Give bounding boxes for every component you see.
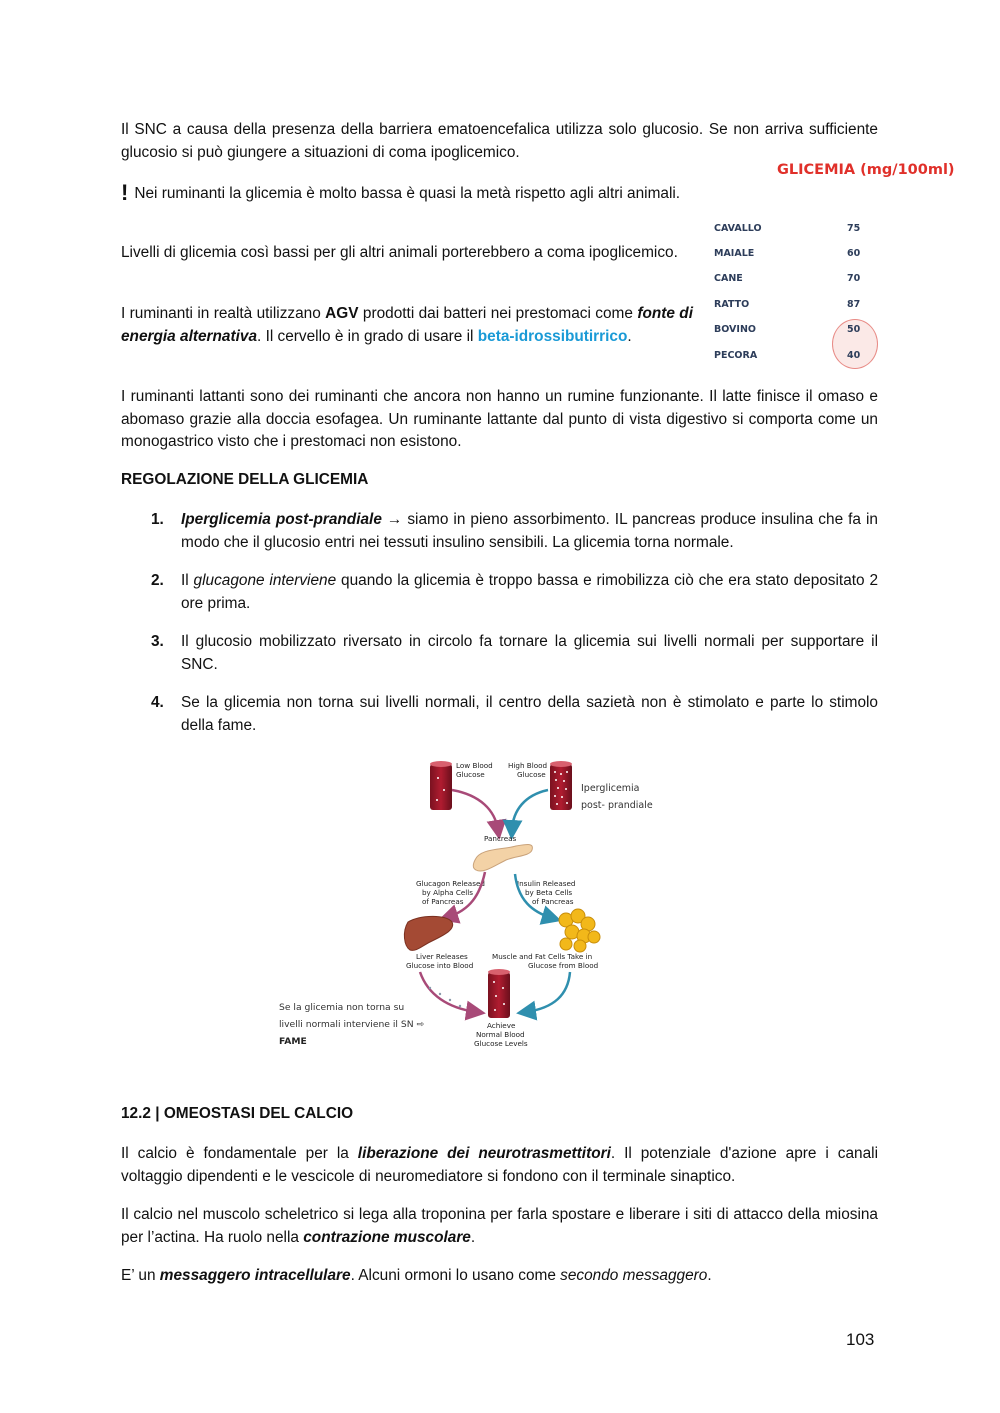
glicemia-table-title: GLICEMIA (mg/100ml) [777,162,955,178]
paragraph-coma-ipoglicemico: Livelli di glicemia così bassi per gli altri animali porterebbero a coma ipoglicemico. [121,244,678,261]
paragraph-text: Nei ruminanti la glicemia è molto bassa è quasi la metà rispetto agli altri animali. [134,185,681,202]
low-glucose-vessel-icon [430,761,452,810]
glucose-regulation-diagram [270,750,670,1060]
svg-text:by Alpha Cells: by Alpha Cells [422,888,474,897]
paragraph-messaggero: E’ un messaggero intracellulare. Alcuni ormoni lo usano come secondo messaggero. [121,1267,712,1284]
liver-releases-label: Liver Releases [416,952,468,961]
liver-icon [404,916,452,950]
svg-text:of Pancreas: of Pancreas [422,897,464,906]
fat-cells-icon [559,909,600,952]
svg-text:post- prandiale: post- prandiale [581,800,653,811]
fame-label: FAME [279,1036,307,1047]
page-number: 103 [846,1330,875,1349]
svg-text:Glucose from Blood: Glucose from Blood [528,961,599,970]
svg-text:by Beta Cells: by Beta Cells [525,888,573,897]
muscle-fat-label: Muscle and Fat Cells Take in [492,952,593,961]
dotted-path [429,987,461,1007]
heading-regolazione-glicemia: REGOLAZIONE DELLA GLICEMIA [121,471,369,488]
fonte-energia-term: fonte di energia alternativa [121,305,693,345]
high-glucose-vessel-icon [550,761,572,810]
svg-text:livelli normali interviene il: livelli normali interviene il SN ⇨ [279,1019,425,1030]
svg-text:Glucose into Blood: Glucose into Blood [406,961,474,970]
document-page: Il SNC a causa della presenza della barriera ematoencefalica utilizza solo glucosio. Se non arriva sufficiente glucosio si può giungere a situazioni di coma ipoglicemico. ! Nei ruminanti la glicemia è molto bassa è quasi la metà rispetto agli altri animali. Livelli di glicemia così bassi per gli altri animali porterebbero a coma ipoglicemico. I ruminanti in realtà utilizzano AGV prodotti dai batteri nei prestomaci come fonte di energia alternativa. Il cervello è in grado di usare il beta-idrossibutirrico. GLICEMIA (mg/100ml) CAVALLO 75 MAIALE 60 CANE 70 RATTO 87 BOVINO 50 PECORA 40 I ruminanti lattanti sono dei ruminanti che ancora non hanno un rumine funzionante. Il latte finisce il omaso e abomaso grazie alla doccia esofagea. Un ruminante lattante dal punto di vista digestivo si comporta come un monogastrico visto che i prestomaci non esistono. REGOLAZIONE DELLA GLICEMIA 1. Iperglicemia post-prandiale → siamo in pieno assorbimento. IL pancreas produce insulina che fa in modo che il glucosio entri nei tessuti insulino sensibili. La glicemia torna normale. 2. Il glucagone interviene quando la glicemia è troppo bassa e rimobilizza ciò che era stato depositato 2 ore prima. 3. Il glucosio mobilizzato riversato in circolo fa tornare la glicemia sui livelli normali per supportare il SNC. 4. Se la glicemia non torna sui livelli normali, il centro della sazietà non è stimolato e parte lo stimolo della fame. Low Blood Glucose High Blood Glucose Iperglicemia post- prandiale Pancreas Glucagon Released by Alpha Cells of Pancreas Insulin Released by Beta Cells of Pancreas Liver Releases Glucose into Blood Muscle and Fat Cells Take in Glucose from Blood Achieve Normal Blood Glucose Levels Se la glicemia non torna su livelli normali interviene il SN ⇨ FAME 12.2 | OMEOSTASI DEL CALCIO Il calcio è fondamentale per la liberazione dei neurotrasmettitori. Il potenziale d'azione apre i canali voltaggio dipendenti e le vescicole di neuromediatore si fondono con il terminale sinaptico. Il calcio nel muscolo scheletrico si lega alla troponina per farla spostare e liberare i siti di attacco della miosina per l’actina. Ha ruolo nella contrazione muscolare. E’ un messaggero intracellulare. Alcuni ormoni lo usano come secondo messaggero. 103 [121,121,955,1349]
svg-text:of Pancreas: of Pancreas [532,897,574,906]
svg-text:Glucose: Glucose [517,770,546,779]
arrow-liver-to-normal [420,972,476,1012]
low-blood-glucose-label: Low Blood [456,761,493,770]
arrow-low-to-pancreas [452,790,498,830]
svg-text:Glucose: Glucose [456,770,485,779]
svg-text:Glucose Levels: Glucose Levels [474,1039,528,1048]
paragraph-ruminanti-glicemia [121,180,693,206]
table-row: CANE 70 [714,273,861,284]
paragraph-calcio-muscolo: Il calcio nel muscolo scheletrico si lega alla troponina per farla spostare e liberare i siti di attacco della miosina per l’actina. Ha ruolo nella contrazione muscolare. [121,1206,878,1246]
achieve-label: Achieve [487,1021,516,1030]
high-blood-glucose-label: High Blood [508,761,548,770]
agv-term: AGV [325,305,359,322]
heading-omeostasi-calcio: 12.2 | OMEOSTASI DEL CALCIO [121,1105,354,1122]
table-row: PECORA 40 [714,350,861,361]
pancreas-label: Pancreas [484,834,517,843]
table-row: MAIALE 60 [714,248,861,259]
fame-note: Se la glicemia non torna su [279,1002,405,1013]
insulin-label: Insulin Released [517,879,576,888]
table-row: RATTO 87 [714,299,861,310]
paragraph-ruminanti-lattanti: I ruminanti lattanti sono dei ruminanti che ancora non hanno un rumine funzionante. Il latte finisce il omaso e abomaso grazie alla doccia esofagea. Un ruminante lattante dal punto di vista digestivo si comporta come un monogastrico visto che i prestomaci non esistono. [121,388,878,450]
beta-idrossibutirrico-term: beta-idrossibutirrico [477,327,628,345]
iperglicemia-label: Iperglicemia [581,783,640,794]
paragraph-snc-glucosio: Il SNC a causa della presenza della barriera ematoencefalica utilizza solo glucosio. Se non arriva sufficiente glucosio si può giungere a situazioni di coma ipoglicemico. [121,121,878,161]
exclamation-icon: ! [121,180,129,205]
normal-glucose-vessel-icon [488,969,510,1018]
table-row: BOVINO 50 [714,324,861,335]
svg-text:Normal Blood: Normal Blood [476,1030,525,1039]
pancreas-icon [473,845,532,872]
arrow-high-to-pancreas [512,790,548,830]
paragraph-agv: I ruminanti in realtà utilizzano AGV prodotti dai batteri nei prestomaci come fonte di energia alternativa. Il cervello è in grado di usare il beta-idrossibutirrico. [121,305,693,345]
glucagon-label: Glucagon Released [416,879,485,888]
arrow-cells-to-normal [526,972,570,1012]
paragraph-calcio-neurotrasmettitori: Il calcio è fondamentale per la liberazione dei neurotrasmettitori. Il potenziale d'azione apre i canali voltaggio dipendenti e le vescicole di neuromediatore si fondono con il terminale sinaptico. [121,1145,878,1185]
table-row: CAVALLO 75 [714,223,861,234]
